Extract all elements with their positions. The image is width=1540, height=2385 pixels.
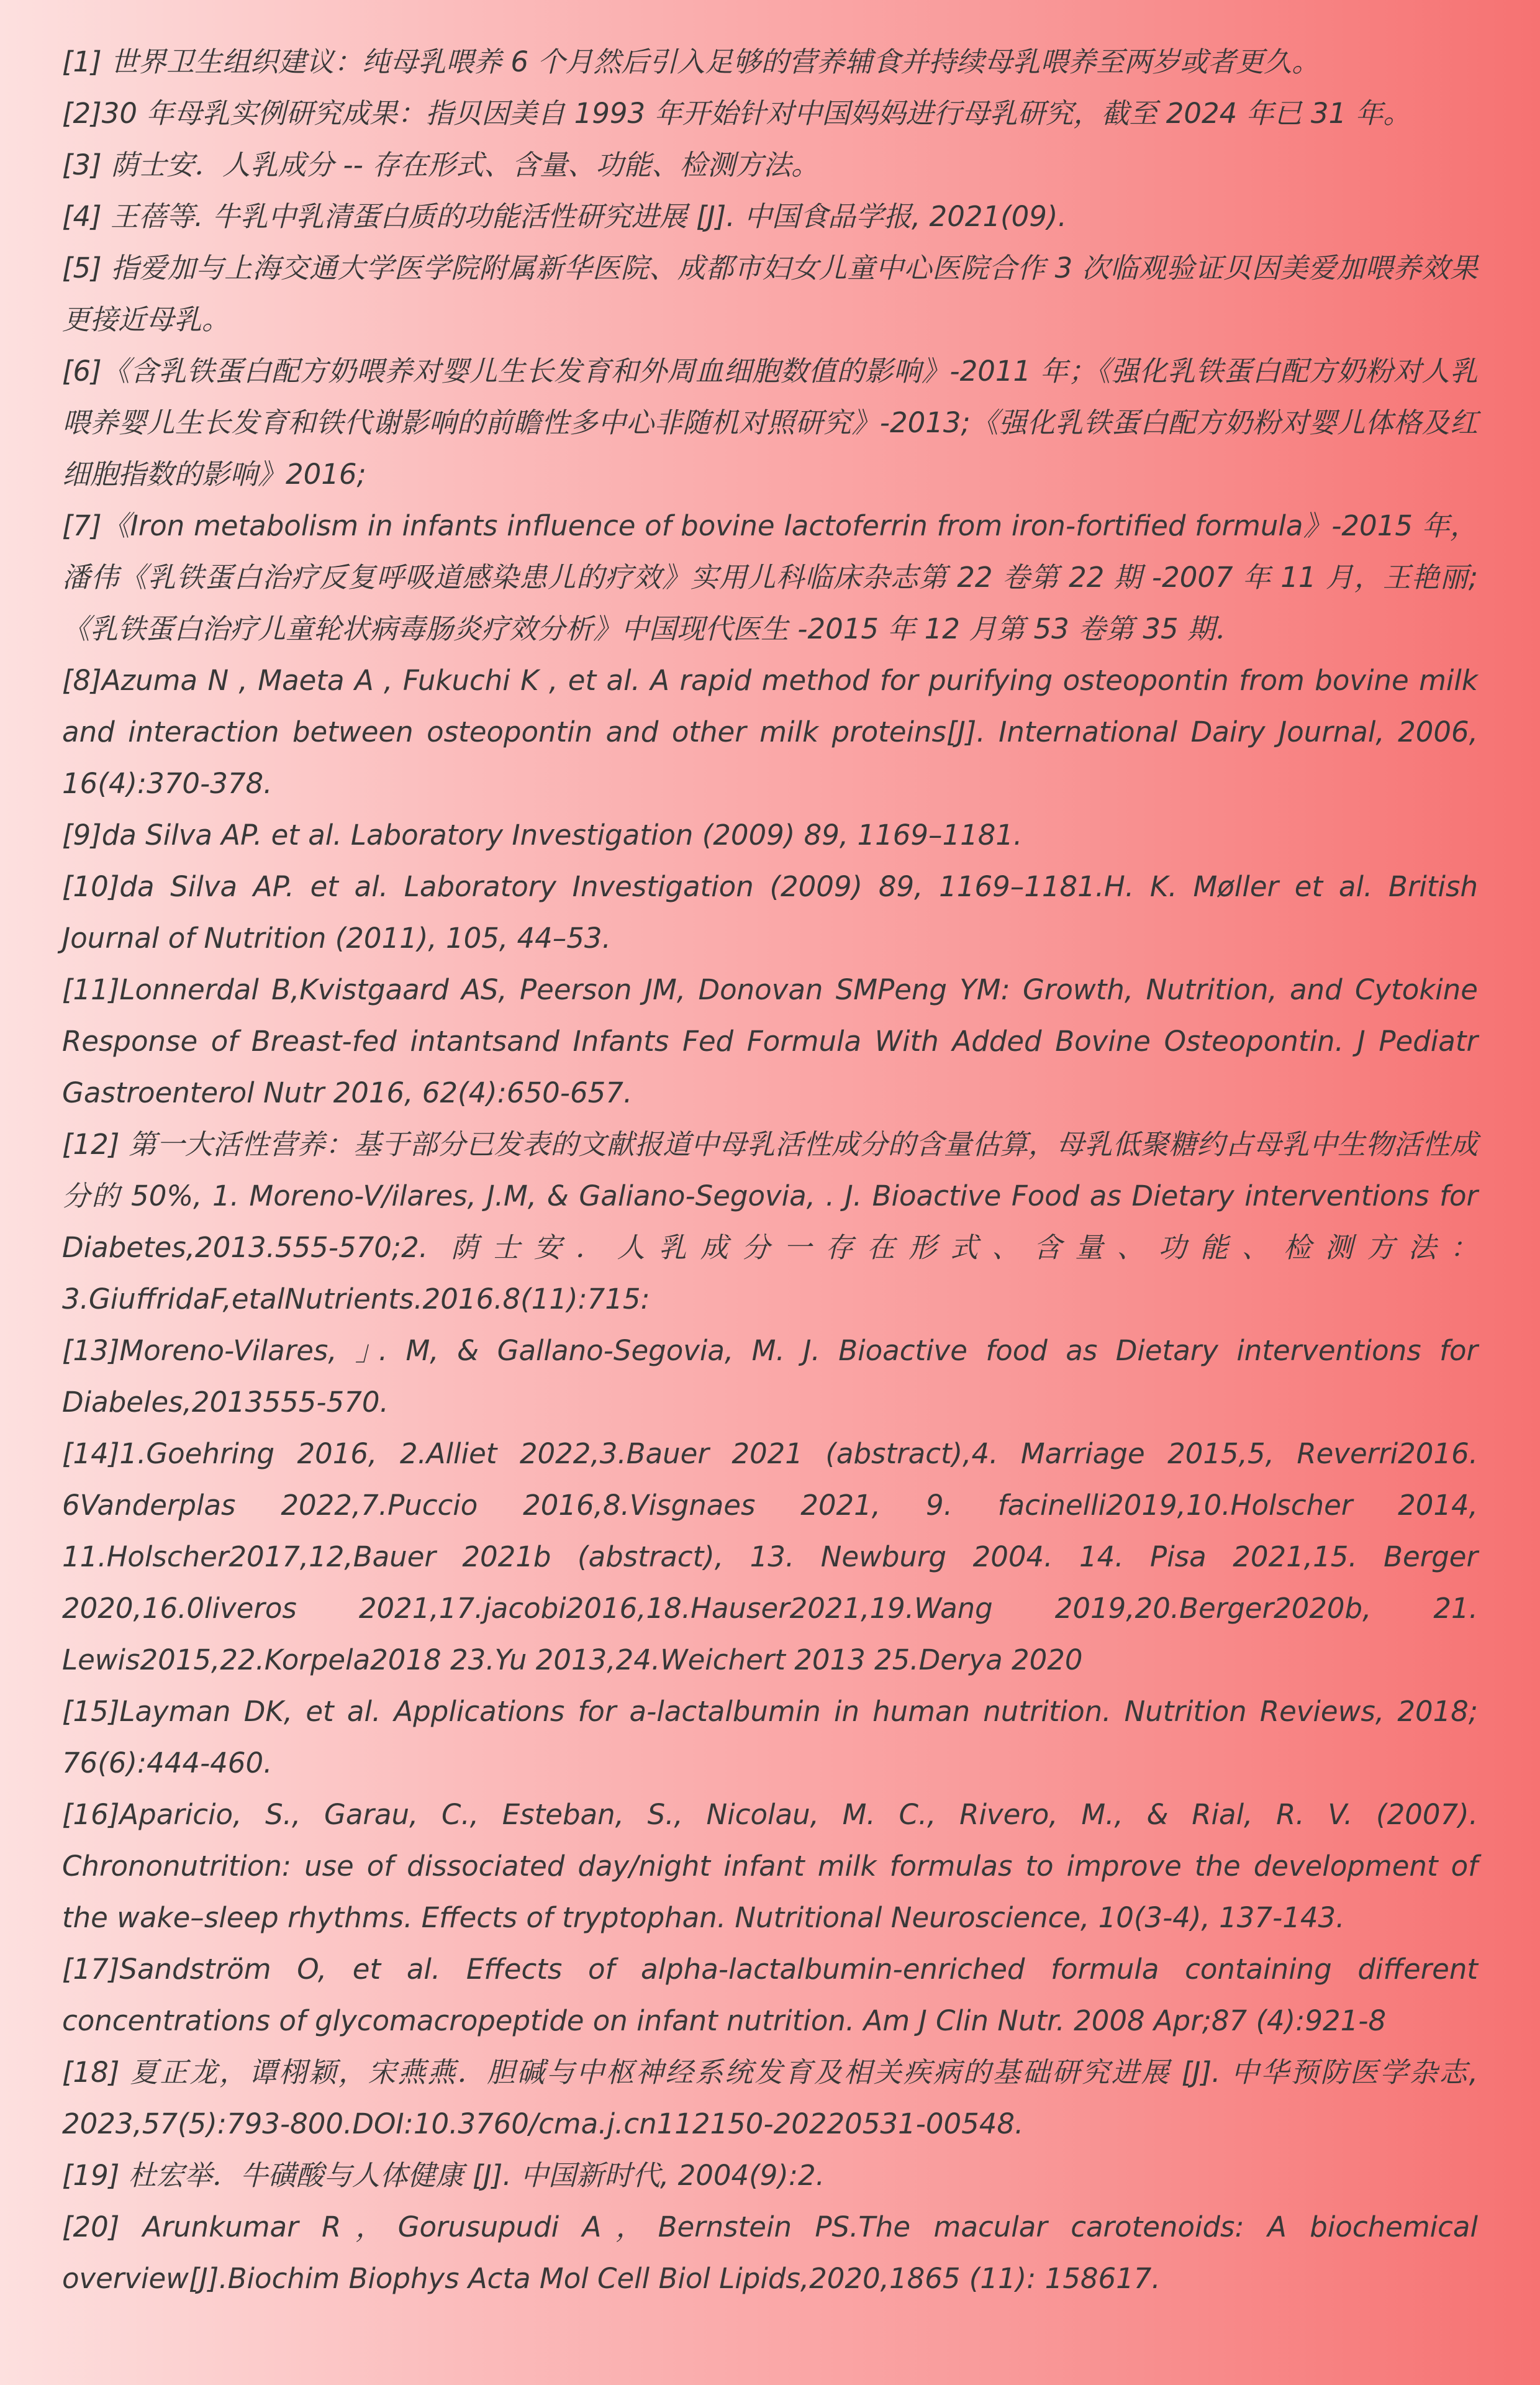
reference-item-11: [11]Lonnerdal B,Kvistgaard AS, Peerson JM, Donovan SMPeng YM: Growth, Nutrition, and Cytokine Response of Breast-fed intantsand Infants Fed Formula With Added Bovine Osteopontin. J Pediatr Gastroenterol Nutr 2016, 62(4):650-657. bbox=[62, 973, 1478, 1109]
reference-item-5: [5] 指爱加与上海交通大学医学院附属新华医院、成都市妇女儿童中心医院合作 3 次临观验证贝因美爱加喂养效果更接近母乳。 bbox=[62, 252, 1478, 336]
reference-item-1: [1] 世界卫生组织建议：纯母乳喂养 6 个月然后引入足够的营养辅食并持续母乳喂养至两岁或者更久。 bbox=[62, 45, 1320, 78]
reference-item-8: [8]Azuma N , Maeta A , Fukuchi K , et al. A rapid method for purifying osteopontin from bovine milk and interaction between osteopontin and other milk proteins[J]. International Dairy Journal, 2006, 16(4):370-378. bbox=[62, 664, 1478, 800]
reference-item-6: [6]《含乳铁蛋白配方奶喂养对婴儿生长发育和外周血细胞数值的影响》-2011 年；《强化乳铁蛋白配方奶粉对人乳喂养婴儿生长发育和铁代谢影响的前瞻性多中心非随机对照研究》-2013;《强化乳铁蛋白配方奶粉对婴儿体格及红细胞指数的影响》2016; bbox=[62, 355, 1478, 491]
reference-item-20: [20] Arunkumar R，Gorusupudi A，Bernstein PS.The macular carotenoids: A biochemical overview[J].Biochim Biophys Acta Mol Cell Biol Lipids,2020,1865 (11): 158617. bbox=[62, 2210, 1478, 2295]
reference-item-2: [2]30 年母乳实例研究成果：指贝因美自 1993 年开始针对中国妈妈进行母乳研究，截至 2024 年已 31 年。 bbox=[62, 97, 1411, 130]
reference-item-15: [15]Layman DK, et al. Applications for a-lactalbumin in human nutrition. Nutrition Reviews, 2018; 76(6):444-460. bbox=[62, 1695, 1478, 1779]
reference-item-10: [10]da Silva AP. et al. Laboratory Investigation (2009) 89, 1169–1181.H. K. Møller et al. British Journal of Nutrition (2011), 105, 44–53. bbox=[62, 870, 1478, 955]
reference-item-7: [7]《Iron metabolism in infants influence of bovine lactoferrin from iron-fortified formula》-2015 年，潘伟《乳铁蛋白治疗反复呼吸道感染患儿的疗效》实用儿科临床杂志第 22 卷第 22 期 -2007 年 11 月，王艳丽;《乳铁蛋白治疗儿童轮状病毒肠炎疗效分析》中国现代医生 -2015 年 12 月第 53 卷第 35 期． bbox=[62, 509, 1478, 645]
reference-item-19: [19] 杜宏举．牛磺酸与人体健康 [J]. 中国新时代, 2004(9):2. bbox=[62, 2159, 825, 2192]
reference-item-3: [3] 荫士安．人乳成分 -- 存在形式、含量、功能、检测方法。 bbox=[62, 148, 820, 181]
reference-list bbox=[62, 36, 1478, 2304]
reference-item-17: [17]Sandström O, et al. Effects of alpha-lactalbumin-enriched formula containing different concentrations of glycomacropeptide on infant nutrition. Am J Clin Nutr. 2008 Apr;87 (4):921-8 bbox=[62, 1953, 1478, 2037]
reference-item-13: [13]Moreno-Vilares, ｣. M, & Gallano-Segovia, M. J. Bioactive food as Dietary interventions for Diabeles,2013555-570. bbox=[62, 1334, 1478, 1419]
reference-item-18: [18] 夏正龙，谭栩颖，宋燕燕．胆碱与中枢神经系统发育及相关疾病的基础研究进展 [J]. 中华预防医学杂志, 2023,57(5):793-800.DOI:10.3760/cma.j.cn112150-20220531-00548. bbox=[62, 2056, 1478, 2140]
reference-item-4: [4] 王蓓等. 牛乳中乳清蛋白质的功能活性研究进展 [J]. 中国食品学报, 2021(09). bbox=[62, 200, 1067, 233]
reference-item-14: [14]1.Goehring 2016, 2.Alliet 2022,3.Bauer 2021 (abstract),4. Marriage 2015,5, Reverri2016. 6Vanderplas 2022,7.Puccio 2016,8.Visgnaes 2021, 9. facinelli2019,10.Holscher 2014, 11.Holscher2017,12,Bauer 2021b (abstract), 13. Newburg 2004. 14. Pisa 2021,15. Berger 2020,16.0liveros 2021,17.jacobi2016,18.Hauser2021,19.Wang 2019,20.Berger2020b, 21. Lewis2015,22.Korpela2018 23.Yu 2013,24.Weichert 2013 25.Derya 2020 bbox=[62, 1437, 1478, 1676]
reference-item-9: [9]da Silva AP. et al. Laboratory Investigation (2009) 89, 1169–1181. bbox=[62, 819, 1023, 852]
reference-item-16: [16]Aparicio, S., Garau, C., Esteban, S., Nicolau, M. C., Rivero, M., & Rial, R. V. (2007). Chrononutrition: use of dissociated day/night infant milk formulas to improve the development of the wake–sleep rhythms. Effects of tryptophan. Nutritional Neuroscience, 10(3-4), 137-143. bbox=[62, 1798, 1478, 1934]
reference-item-12: [12] 第一大活性营养：基于部分已发表的文献报道中母乳活性成分的含量估算，母乳低聚糖约占母乳中生物活性成分的 50%, 1. Moreno-V/ilares, J.M, & Galiano-Segovia, . J. Bioactive Food as Dietary interventions for Diabetes,2013.555-570;2. 荫士安．人乳成分一存在形式、含量、功能、检测方法：3.GiuffridaF,etalNutrients.2016.8(11):715: bbox=[62, 1128, 1478, 1315]
